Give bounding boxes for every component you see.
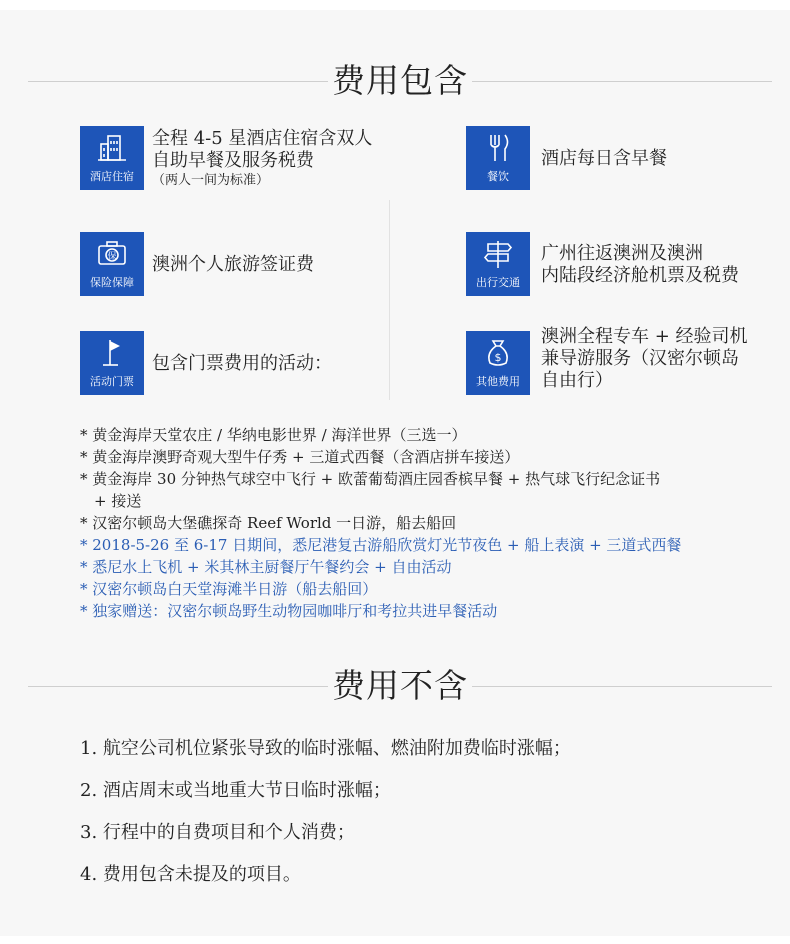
activity-item: * 黄金海岸天堂农庄 / 华纳电影世界 / 海洋世界（三选一） [80, 426, 467, 444]
activity-item: * 汉密尔顿岛大堡礁探奇 Reef World 一日游，船去船回 [80, 514, 457, 532]
dining-caption: 餐饮 [487, 170, 509, 183]
included-title: 费用包含 [332, 61, 468, 100]
other-line-2: 兼导游服务（汉密尔顿岛 [541, 348, 739, 369]
hotel-icon [80, 126, 144, 190]
excluded-item: 2. 酒店周末或当地重大节日临时涨幅； [80, 780, 391, 801]
transport-caption: 出行交通 [476, 276, 520, 289]
activity-item-highlight: * 悉尼水上飞机 + 米其林主厨餐厅午餐约会 + 自由活动 [80, 558, 452, 576]
dining-text [541, 148, 667, 170]
transport-line-2: 内陆段经济舱机票及税费 [541, 265, 739, 286]
dining-line-1: 酒店每日含早餐 [541, 148, 667, 169]
dining-icon [466, 126, 530, 190]
insurance-icon [80, 232, 144, 296]
hotel-text [152, 128, 372, 190]
included-section-title [28, 61, 772, 101]
activity-item-highlight: * 独家赠送：汉密尔顿岛野生动物园咖啡厅和考拉共进早餐活动 [80, 602, 498, 620]
hotel-note: （两人一间为标准） [152, 173, 270, 188]
activity-item: * 黄金海岸 30 分钟热气球空中飞行 + 欧蕾葡萄酒庄园香槟早餐 + 热气球飞行纪念证书 [80, 470, 661, 488]
excluded-section-title [28, 666, 772, 706]
transport-text [541, 243, 739, 287]
activity-item-highlight: * 汉密尔顿岛白天堂海滩半日游（船去船回） [80, 580, 378, 598]
title-divider-right [472, 81, 772, 82]
svg-text:保: 保 [107, 252, 117, 262]
transport-line-1: 广州往返澳洲及澳洲 [541, 243, 703, 264]
excluded-list [80, 728, 571, 896]
hotel-line-1: 全程 4-5 星酒店住宿含双人 [152, 128, 373, 149]
flag-icon [80, 331, 144, 395]
activities-list [80, 424, 780, 622]
other-line-3: 自由行） [541, 370, 613, 391]
other-caption: 其他费用 [476, 375, 520, 388]
svg-text:$: $ [494, 351, 502, 364]
other-line-1: 澳洲全程专车 + 经验司机 [541, 326, 748, 347]
title-divider-right [472, 686, 772, 687]
activity-item-highlight: * 2018-5-26 至 6-17 日期间，悉尼港复古游船欣赏灯光节夜色 + 船上表演 + 三道式西餐 [80, 536, 682, 554]
excluded-item: 1. 航空公司机位紧张导致的临时涨幅、燃油附加费临时涨幅； [80, 738, 571, 759]
tickets-text [152, 353, 332, 375]
excluded-item: 3. 行程中的自费项目和个人消费； [80, 822, 355, 843]
excluded-item: 4. 费用包含未提及的项目。 [80, 864, 301, 885]
insurance-text [152, 254, 314, 276]
money-bag-icon [466, 331, 530, 395]
tickets-caption: 活动门票 [90, 375, 134, 388]
activity-item-continuation: + 接送 [94, 492, 142, 510]
insurance-caption: 保险保障 [90, 276, 134, 289]
signpost-icon [466, 232, 530, 296]
insurance-line-1: 澳洲个人旅游签证费 [152, 254, 314, 275]
hotel-caption: 酒店住宿 [90, 170, 134, 183]
activity-item: * 黄金海岸澳野奇观大型牛仔秀 + 三道式西餐（含酒店拼车接送） [80, 448, 520, 466]
tickets-line-1: 包含门票费用的活动： [152, 353, 332, 374]
other-text [541, 326, 748, 392]
excluded-title: 费用不含 [332, 666, 468, 705]
hotel-line-2: 自助早餐及服务税费 [152, 150, 314, 171]
column-divider [389, 200, 390, 400]
